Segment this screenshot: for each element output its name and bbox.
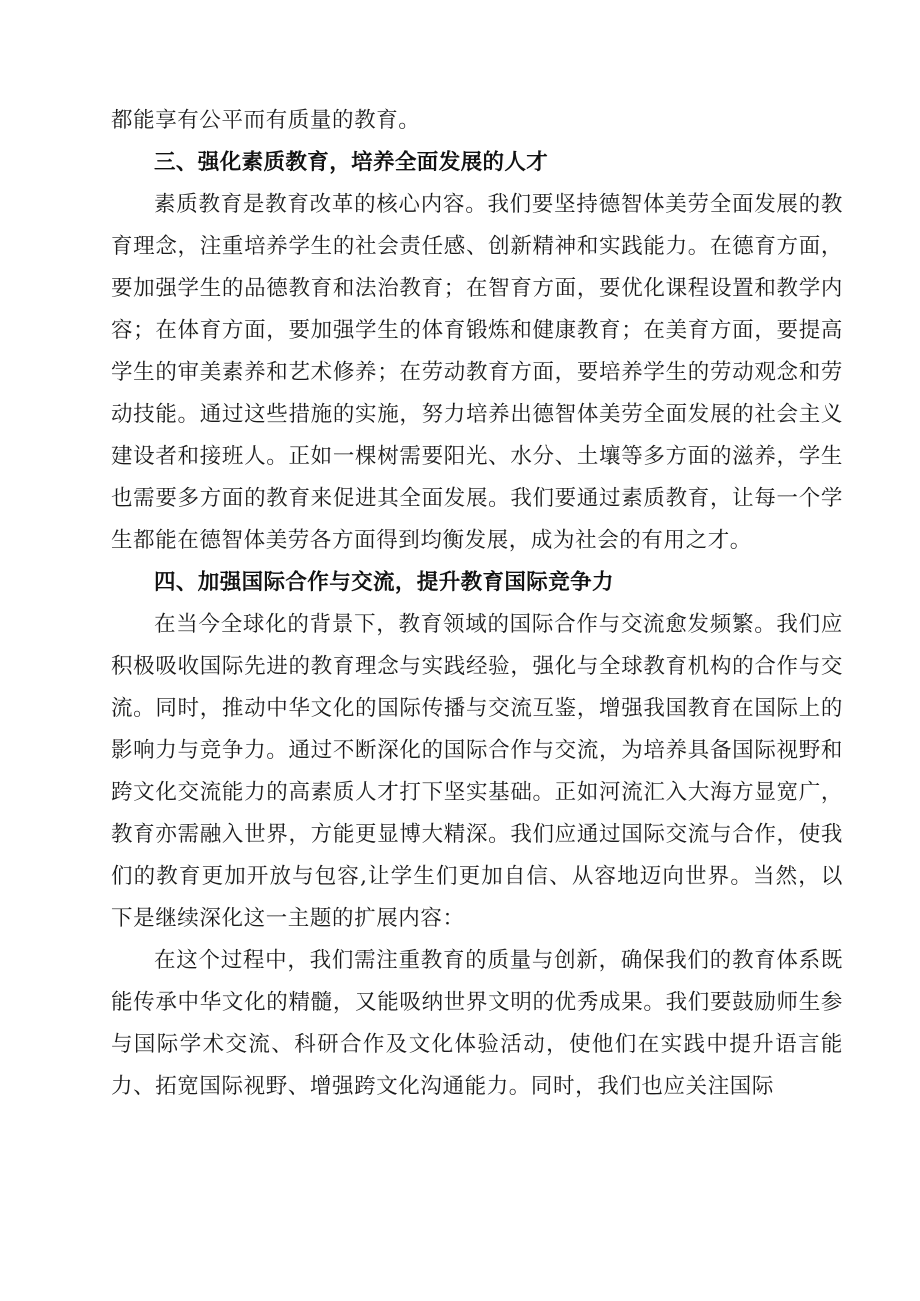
- document-body: [111, 100, 843, 1108]
- paragraph-international-cooperation: 在当今全球化的背景下，教育领域的国际合作与交流愈发频繁。我们应积极吸收国际先进的教育理念与实践经验，强化与全球教育机构的合作与交流。同时，推动中华文化的国际传播与交流互鉴，增强我国教育在国际上的影响力与竞争力。通过不断深化的国际合作与交流，为培养具备国际视野和跨文化交流能力的高素质人才打下坚实基础。正如河流汇入大海方显宽广，教育亦需融入世界，方能更显博大精深。我们应通过国际交流与合作，使我们的教育更加开放与包容,让学生们更加自信、从容地迈向世界。当然，以下是继续深化这一主题的扩展内容：: [111, 612, 843, 931]
- section-heading-four: 四、加强国际合作与交流，提升教育国际竞争力: [154, 570, 614, 595]
- paragraph-continuation: 都能享有公平而有质量的教育。: [111, 108, 421, 133]
- paragraph-quality-education: 素质教育是教育改革的核心内容。我们要坚持德智体美劳全面发展的教育理念，注重培养学生的社会责任感、创新精神和实践能力。在德育方面，要加强学生的品德教育和法治教育；在智育方面，要优化课程设置和教学内容；在体育方面，要加强学生的体育锻炼和健康教育；在美育方面，要提高学生的审美素养和艺术修养；在劳动教育方面，要培养学生的劳动观念和劳动技能。通过这些措施的实施，努力培养出德智体美劳全面发展的社会主义建设者和接班人。正如一棵树需要阳光、水分、土壤等多方面的滋养，学生也需要多方面的教育来促进其全面发展。我们要通过素质教育，让每一个学生都能在德智体美劳各方面得到均衡发展，成为社会的有用之才。: [111, 192, 843, 553]
- paragraph-quality-innovation: 在这个过程中，我们需注重教育的质量与创新，确保我们的教育体系既能传承中华文化的精髓，又能吸纳世界文明的优秀成果。我们要鼓励师生参与国际学术交流、科研合作及文化体验活动，使他们在实践中提升语言能力、拓宽国际视野、增强跨文化沟通能力。同时，我们也应关注国际: [111, 948, 843, 1099]
- section-heading-three: 三、强化素质教育，培养全面发展的人才: [154, 150, 549, 175]
